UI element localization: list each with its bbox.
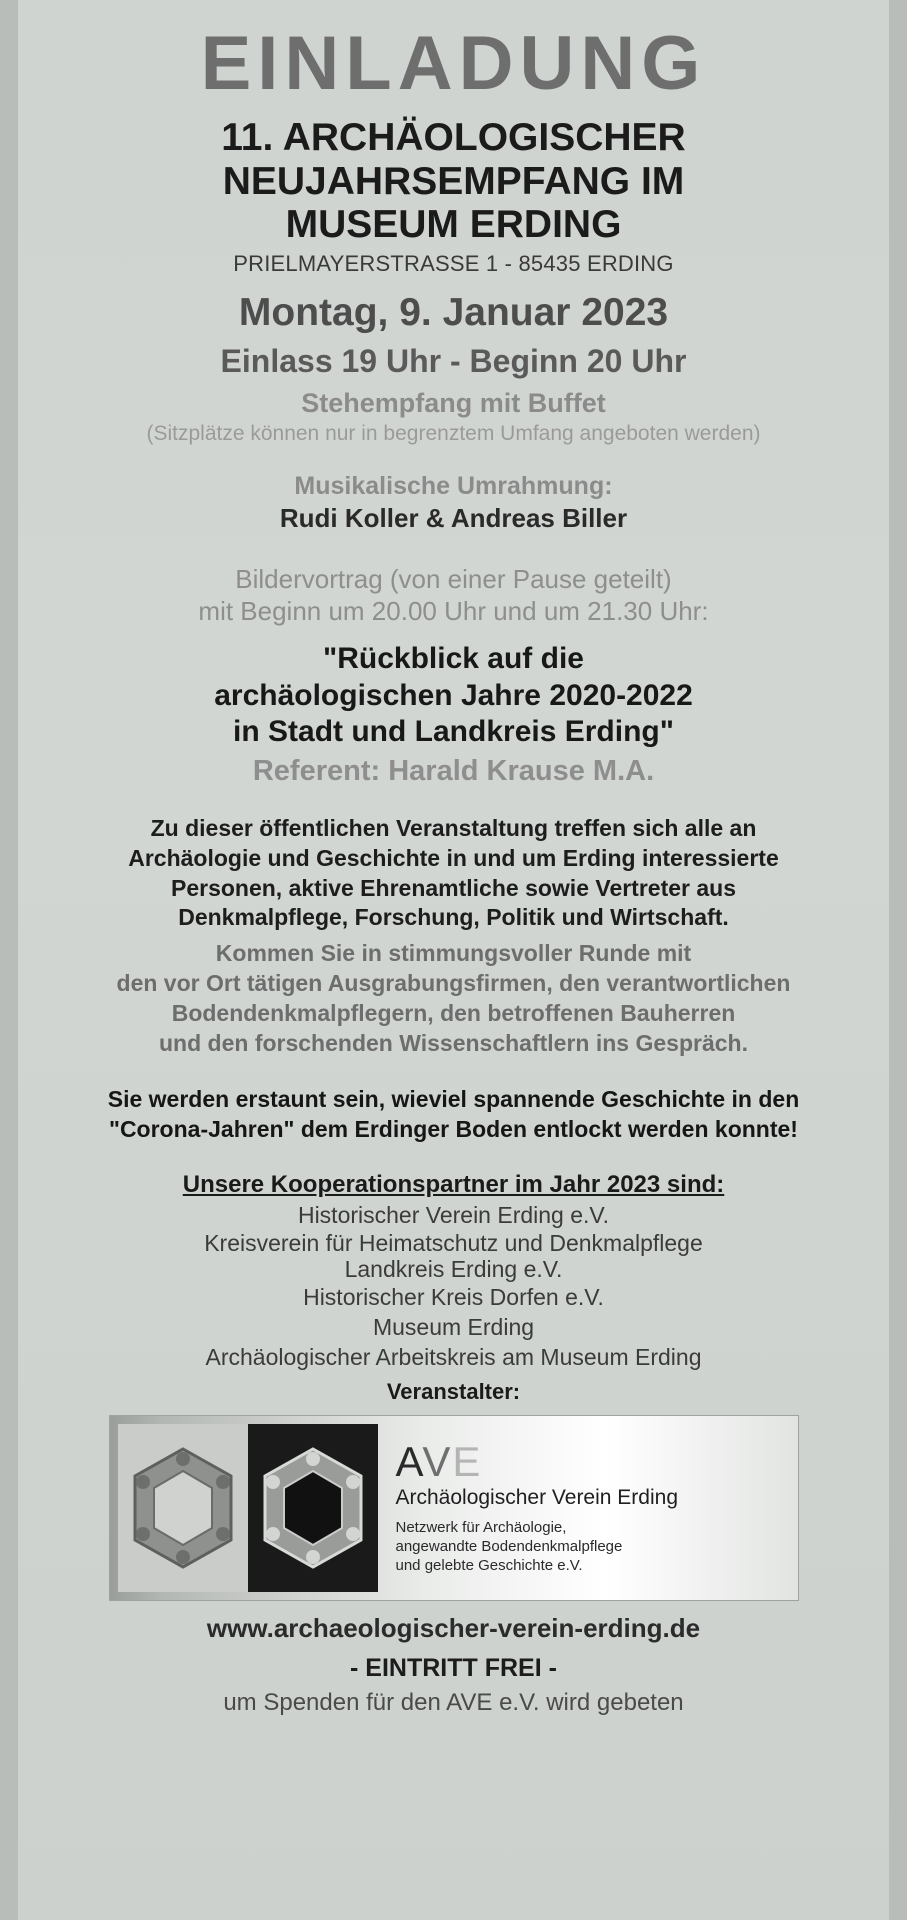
- partners-list: [20, 1201, 887, 1371]
- partner-item: Archäologischer Arbeitskreis am Museum Erding: [205, 1344, 702, 1371]
- organizer-logo-block: [109, 1415, 799, 1601]
- paragraph-teaser-line-1: Sie werden erstaunt sein, wieviel spannende Geschichte in den: [107, 1085, 800, 1112]
- hexagon-ring-icon: [127, 1445, 239, 1571]
- brand-letter-v: V: [422, 1438, 453, 1486]
- speaker-name: Referent: Harald Krause M.A.: [252, 754, 655, 787]
- paragraph-networking-line-2: den vor Ort tätigen Ausgrabungsfirmen, den verantwortlichen: [116, 970, 791, 997]
- event-title-line-2: NEUJAHRSEMPFANG IM: [222, 159, 685, 203]
- brand-subtitle: Archäologischer Verein Erding: [395, 1486, 678, 1510]
- website-url[interactable]: www.archaeologischer-verein-erding.de: [206, 1613, 701, 1644]
- paragraph-networking-line-4: und den forschenden Wissenschaftlern ins Gespräch.: [159, 1030, 748, 1057]
- brand-wordmark: [395, 1438, 790, 1486]
- artifact-light-panel: [118, 1424, 248, 1592]
- paragraph-networking: [20, 939, 887, 1059]
- partner-item: Historischer Kreis Dorfen e.V.: [303, 1284, 604, 1311]
- lecture-title: [20, 641, 887, 751]
- event-title-line-3: MUSEUM ERDING: [285, 203, 622, 247]
- brand-description-line-1: Netzwerk für Archäologie,: [395, 1519, 567, 1537]
- brand-description: [396, 1519, 790, 1575]
- fibula-hexagon-artifact-image: [118, 1424, 378, 1592]
- partner-item: Kreisverein für Heimatschutz und Denkmalpflege: [204, 1229, 703, 1256]
- paragraph-invitation-line-2: Archäologie und Geschichte in und um Erding interessierte: [128, 844, 779, 871]
- partner-item: Landkreis Erding e.V.: [344, 1255, 563, 1282]
- page-edge-left: [0, 0, 18, 1920]
- partner-item: Historischer Verein Erding e.V.: [297, 1201, 610, 1228]
- artifact-dark-panel: [248, 1424, 378, 1592]
- organizer-logo-text: [378, 1424, 790, 1592]
- venue-address: PRIELMAYERSTRASSE 1 - 85435 ERDING: [233, 251, 674, 277]
- partner-item: Museum Erding: [372, 1314, 535, 1341]
- music-label: Musikalische Umrahmung:: [294, 472, 613, 501]
- seating-note: (Sitzplätze können nur in begrenztem Umfang angeboten werden): [146, 422, 761, 446]
- catering-note: Stehempfang mit Buffet: [301, 388, 606, 419]
- hexagon-ring-icon: [257, 1445, 369, 1571]
- paragraph-invitation-line-1: Zu dieser öffentlichen Veranstaltung treffen sich alle an: [150, 814, 757, 841]
- organizer-label: Veranstalter:: [386, 1379, 521, 1405]
- paragraph-invitation-line-3: Personen, aktive Ehrenamtliche sowie Vertreter aus: [170, 874, 737, 901]
- paragraph-networking-line-1: Kommen Sie in stimmungsvoller Runde mit: [215, 940, 692, 967]
- lecture-title-line-3: in Stadt und Landkreis Erding": [233, 715, 674, 749]
- brand-description-line-2: angewandte Bodendenkmalpflege: [395, 1537, 623, 1555]
- partners-heading: Unsere Kooperationspartner im Jahr 2023 sind:: [182, 1170, 725, 1198]
- event-title: [20, 116, 887, 247]
- event-title-line-1: 11. ARCHÄOLOGISCHER: [221, 116, 686, 159]
- lecture-intro-line-1: Bildervortrag (von einer Pause geteilt): [235, 564, 672, 595]
- lecture-title-line-1: "Rückblick auf die: [323, 642, 584, 676]
- event-date: Montag, 9. Januar 2023: [238, 291, 669, 335]
- lecture-title-line-2: archäologischen Jahre 2020-2022: [214, 678, 693, 712]
- brand-letter-a: A: [395, 1438, 423, 1486]
- donation-note: um Spenden für den AVE e.V. wird gebeten: [223, 1689, 684, 1717]
- paragraph-invitation: [20, 814, 887, 934]
- paragraph-teaser: [20, 1085, 887, 1145]
- event-times: Einlass 19 Uhr - Beginn 20 Uhr: [220, 343, 687, 380]
- headline-einladung: EINLADUNG: [200, 21, 707, 106]
- brand-description-line-3: und gelebte Geschichte e.V.: [395, 1556, 583, 1574]
- paragraph-networking-line-3: Bodendenkmalpflegern, den betroffenen Bauherren: [171, 1000, 736, 1027]
- admission-note: - EINTRITT FREI -: [350, 1654, 557, 1683]
- lecture-intro-line-2: mit Beginn um 20.00 Uhr und um 21.30 Uhr:: [198, 596, 709, 627]
- paragraph-teaser-line-2: "Corona-Jahren" dem Erdinger Boden entlockt werden konnte!: [109, 1115, 798, 1142]
- paragraph-invitation-line-4: Denkmalpflege, Forschung, Politik und Wirtschaft.: [178, 904, 729, 931]
- brand-letter-e: E: [452, 1438, 483, 1486]
- music-performers: Rudi Koller & Andreas Biller: [279, 503, 628, 534]
- page-edge-right: [889, 0, 907, 1920]
